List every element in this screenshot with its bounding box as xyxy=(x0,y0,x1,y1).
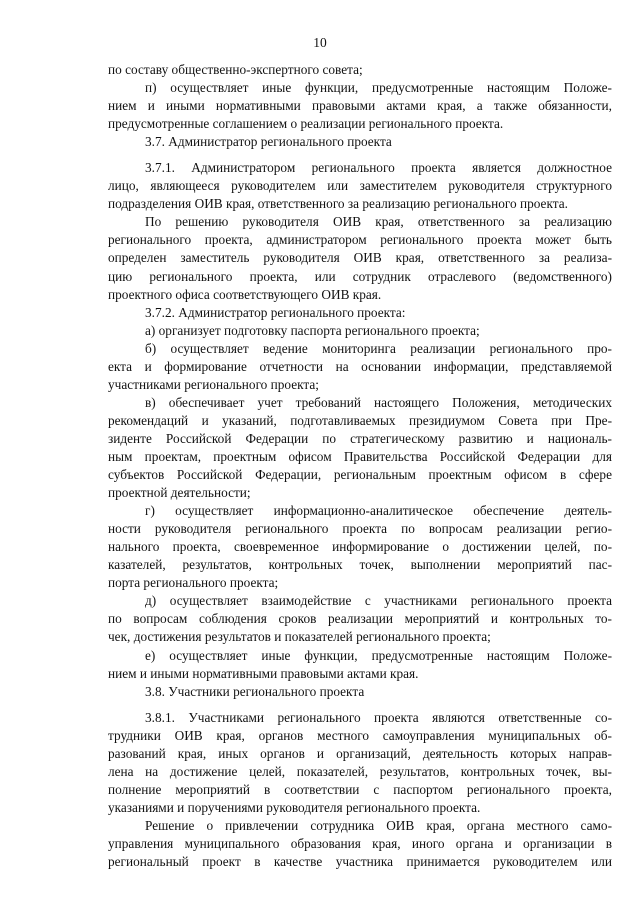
text-line: порта регионального проекта; xyxy=(108,575,279,591)
text-line: предусмотренные соглашением о реализации регионального проекта. xyxy=(108,116,504,132)
text-line: рекомендаций и указаний, подготавливаемых президиумом Совета при Пре- xyxy=(108,412,612,428)
text-line: нием и иными нормативными правовыми актами края, а также обязанности, xyxy=(108,98,612,114)
text-line: екта и формирование отчетности на основании информации, представляемой xyxy=(108,358,612,374)
text-line: по вопросам соблюдения сроков реализации мероприятий и контрольных то- xyxy=(108,611,612,627)
text-line: определен заместитель руководителя ОИВ края, ответственного за реализа- xyxy=(108,250,612,266)
text-line: п) осуществляет иные функции, предусмотренные настоящим Положе- xyxy=(145,80,612,96)
text-line: Решение о привлечении сотрудника ОИВ края, органа местного само- xyxy=(145,817,612,833)
text-line: полнение мероприятий в соответствии с паспортом регионального проекта, xyxy=(108,781,612,797)
text-line: трудники ОИВ края, органов местного самоуправления муниципальных об- xyxy=(108,727,612,743)
text-line: по составу общественно-экспертного совета; xyxy=(108,62,363,77)
document-body xyxy=(108,61,612,871)
text-line: е) осуществляет иные функции, предусмотренные настоящим Положе- xyxy=(145,647,612,663)
text-line: лена на достижение целей, показателей, результатов, контрольных точек, вы- xyxy=(108,763,612,779)
text-line: лицо, являющееся руководителем или заместителем руководителя структурного xyxy=(108,178,612,194)
text-line: разований края, иных органов и организаций, деятельность которых направ- xyxy=(108,745,612,761)
text-line: 3.8.1. Участниками регионального проекта являются ответственные со- xyxy=(145,709,612,725)
text-line: чек, достижения результатов и показателей регионального проекта; xyxy=(108,629,491,645)
text-line: д) осуществляет взаимодействие с участниками регионального проекта xyxy=(145,593,612,609)
text-line: зиденте Российской Федерации по стратегическому развитию и националь- xyxy=(108,430,612,446)
page-number: 10 xyxy=(313,35,327,50)
text-line: нием и иными нормативными правовыми актами края. xyxy=(108,665,419,681)
text-line: 3.7. Администратор регионального проекта xyxy=(145,134,392,150)
text-line: региональный проект в качестве участника принимается руководителем или xyxy=(108,854,612,870)
text-line: 3.8. Участники регионального проекта xyxy=(145,683,365,699)
text-line: субъектов Российской Федерации, региональным проектным офисом в сфере xyxy=(108,467,612,483)
text-line: а) организует подготовку паспорта регионального проекта; xyxy=(145,322,480,338)
text-line: цию регионального проекта, или сотрудник отраслевого (ведомственного) xyxy=(108,268,612,284)
text-line: б) осуществляет ведение мониторинга реализации регионального про- xyxy=(145,340,612,356)
section-gap xyxy=(108,151,612,159)
section-gap xyxy=(108,701,612,709)
text-line: По решению руководителя ОИВ края, ответственного за реализацию xyxy=(145,214,612,230)
text-line: регионального проекта, администратором регионального проекта может быть xyxy=(108,232,612,248)
text-line: ности руководителя регионального проекта по вопросам реализации регио- xyxy=(108,521,612,537)
text-line: ным проектам, проектным офисом Правительства Российской Федерации для xyxy=(108,448,612,464)
text-line: казателей, результатов, контрольных точек, выполнении мероприятий пас- xyxy=(108,557,612,573)
text-line: подразделения ОИВ края, ответственного за реализацию регионального проекта. xyxy=(108,196,568,212)
text-line: 3.7.2. Администратор регионального проекта: xyxy=(145,304,406,320)
text-line: проектной деятельности; xyxy=(108,485,251,501)
text-line: управления муниципального образования края, иного органа и организации в xyxy=(108,835,612,851)
text-line: участниками регионального проекта; xyxy=(108,376,319,392)
text-line: г) осуществляет информационно-аналитическое обеспечение деятель- xyxy=(145,503,612,519)
text-line: 3.7.1. Администратором регионального проекта является должностное xyxy=(145,160,612,176)
text-line: нального проекта, своевременное информирование о достижении целей, по- xyxy=(108,539,612,555)
text-line: указаниями и поручениями руководителя регионального проекта. xyxy=(108,799,481,815)
text-line: проектного офиса соответствующего ОИВ края. xyxy=(108,286,382,302)
text-line: в) обеспечивает учет требований настоящего Положения, методических xyxy=(145,394,612,410)
